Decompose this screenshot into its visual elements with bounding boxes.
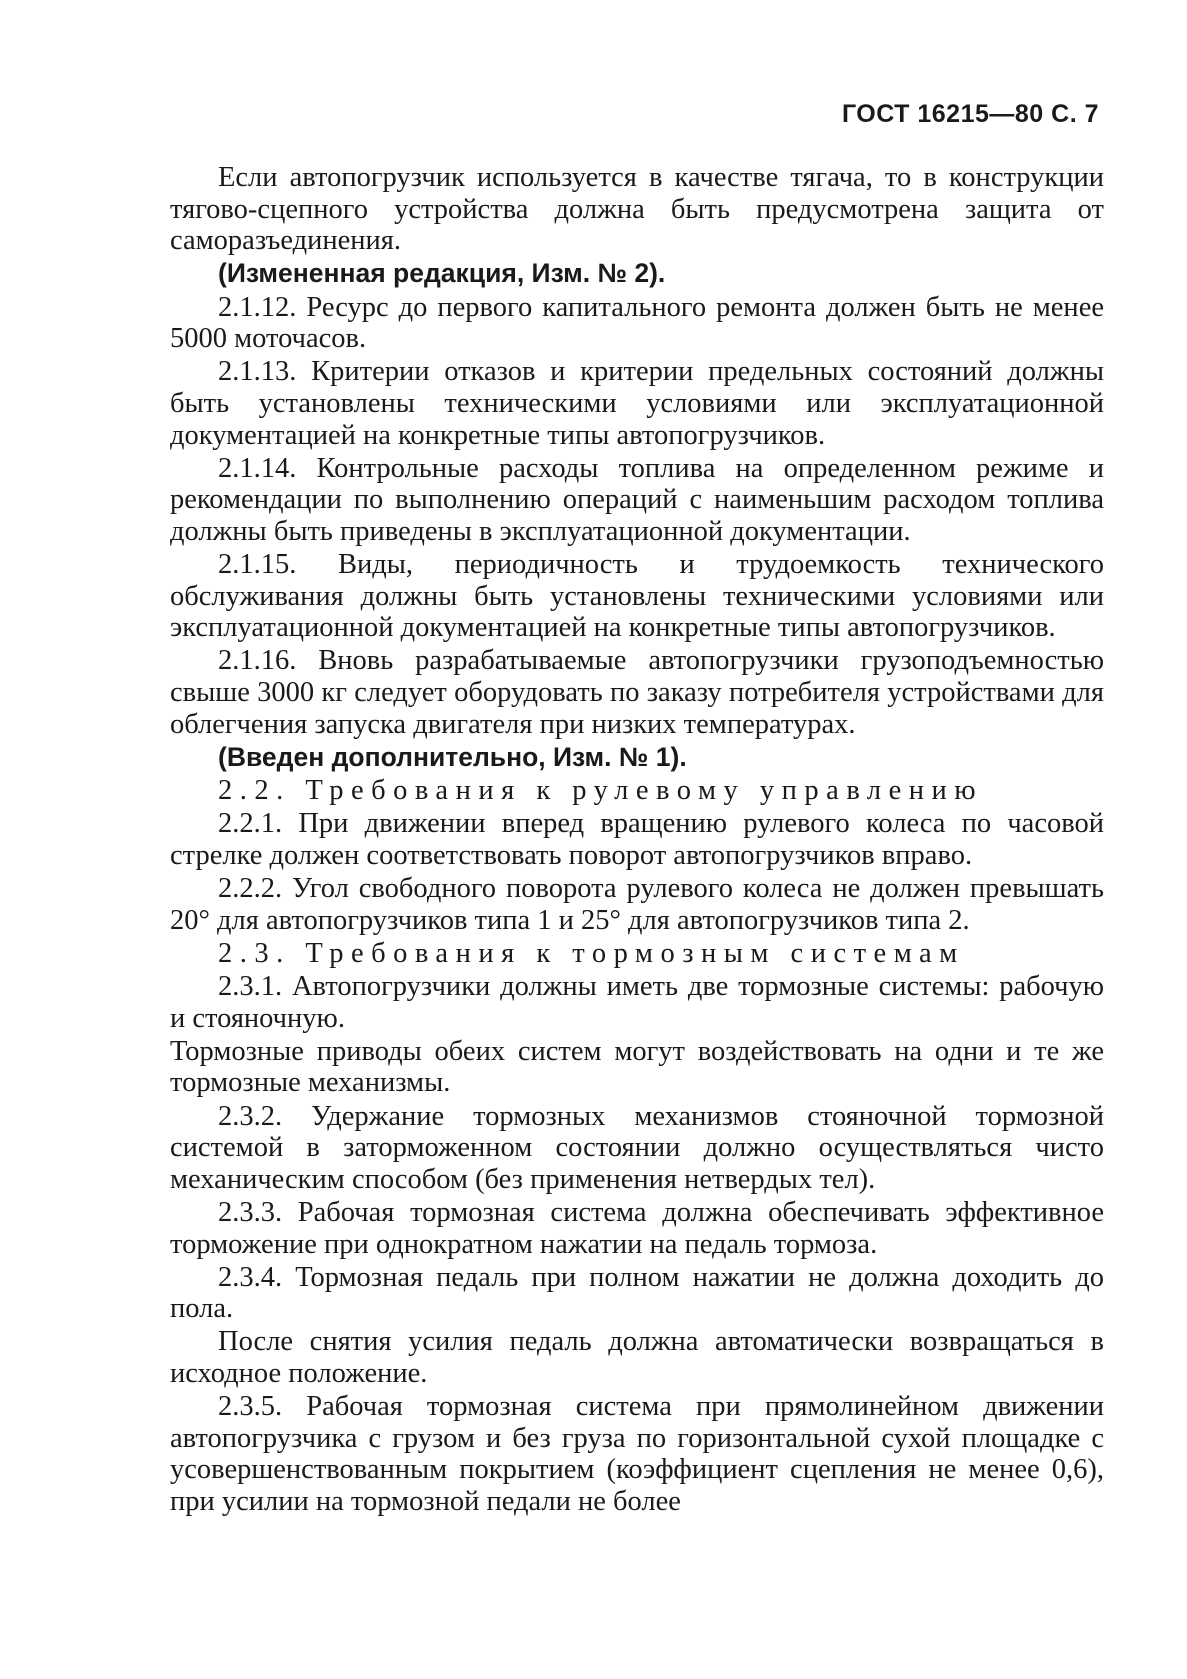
section-heading-2-2: 2.2. Требования к рулевому управлению [218, 775, 984, 807]
amendment-note-1: (Введен дополнительно, Изм. № 1). [218, 741, 687, 772]
page-header: ГОСТ 16215—80 С. 7 [841, 100, 1099, 128]
paragraph-brake-drives: Тормозные приводы обеих систем могут воздействовать на одни и те же тормозные механизмы. [170, 1035, 1104, 1099]
clause-2-1-12: 2.1.12. Ресурс до первого капитального ремонта должен быть не менее 5000 моточасов. [170, 291, 1104, 355]
amendment-note-2: (Измененная редакция, Изм. № 2). [218, 258, 666, 289]
clause-2-3-3: 2.3.3. Рабочая тормозная система должна обеспечивать эффективное торможение при однократном нажатии на педаль тормоза. [170, 1196, 1104, 1260]
clause-2-3-5: 2.3.5. Рабочая тормозная система при прямолинейном движении автопогрузчика с грузом и без груза по горизонтальной сухой площадке с усовершенствованным покрытием (коэффициент сцепления не менее 0,6), при усилии на тормозной педали не более [170, 1391, 1104, 1518]
clause-2-3-4: 2.3.4. Тормозная педаль при полном нажатии не должна доходить до пола. [170, 1261, 1104, 1325]
clause-2-1-13: 2.1.13. Критерии отказов и критерии предельных состояний должны быть установлены техническими условиями или эксплуатационной документацией на конкретные типы автопогрузчиков. [170, 356, 1104, 451]
clause-2-1-14: 2.1.14. Контрольные расходы топлива на определенном режиме и рекомендации по выполнению операций с наименьшим расходом топлива должны быть приведены в эксплуатационной документации. [170, 452, 1104, 547]
clause-2-3-1: 2.3.1. Автопогрузчики должны иметь две тормозные системы: рабочую и стояночную. [170, 970, 1104, 1034]
section-heading-2-3: 2.3. Требования к тормозным системам [218, 937, 965, 969]
paragraph-towing-device: Если автопогрузчик используется в качестве тягача, то в конструкции тягово-сцепного устройства должна быть предусмотрена защита от саморазъединения. [170, 162, 1104, 257]
clause-2-2-2: 2.2.2. Угол свободного поворота рулевого колеса не должен превышать 20° для автопогрузчиков типа 1 и 25° для автопогрузчиков типа 2. [170, 873, 1104, 936]
paragraph-pedal-return: После снятия усилия педаль должна автоматически возвращаться в исходное положение. [170, 1326, 1104, 1390]
clause-2-1-15: 2.1.15. Виды, периодичность и трудоемкость технического обслуживания должны быть установлены техническими условиями или эксплуатационной документацией на конкретные типы автопогрузчиков. [170, 549, 1104, 644]
clause-2-1-16: 2.1.16. Вновь разрабатываемые автопогрузчики грузоподъемностью свыше 3000 кг следует оборудовать по заказу потребителя устройствами для облегчения запуска двигателя при низких температурах. [170, 645, 1104, 740]
clause-2-2-1: 2.2.1. При движении вперед вращению рулевого колеса по часовой стрелке должен соответствовать поворот автопогрузчиков вправо. [170, 808, 1104, 871]
document-body [170, 162, 1104, 1519]
clause-2-3-2: 2.3.2. Удержание тормозных механизмов стояночной тормозной системой в заторможенном состоянии должно осуществляться чисто механическим способом (без применения нетвердых тел). [170, 1100, 1104, 1195]
